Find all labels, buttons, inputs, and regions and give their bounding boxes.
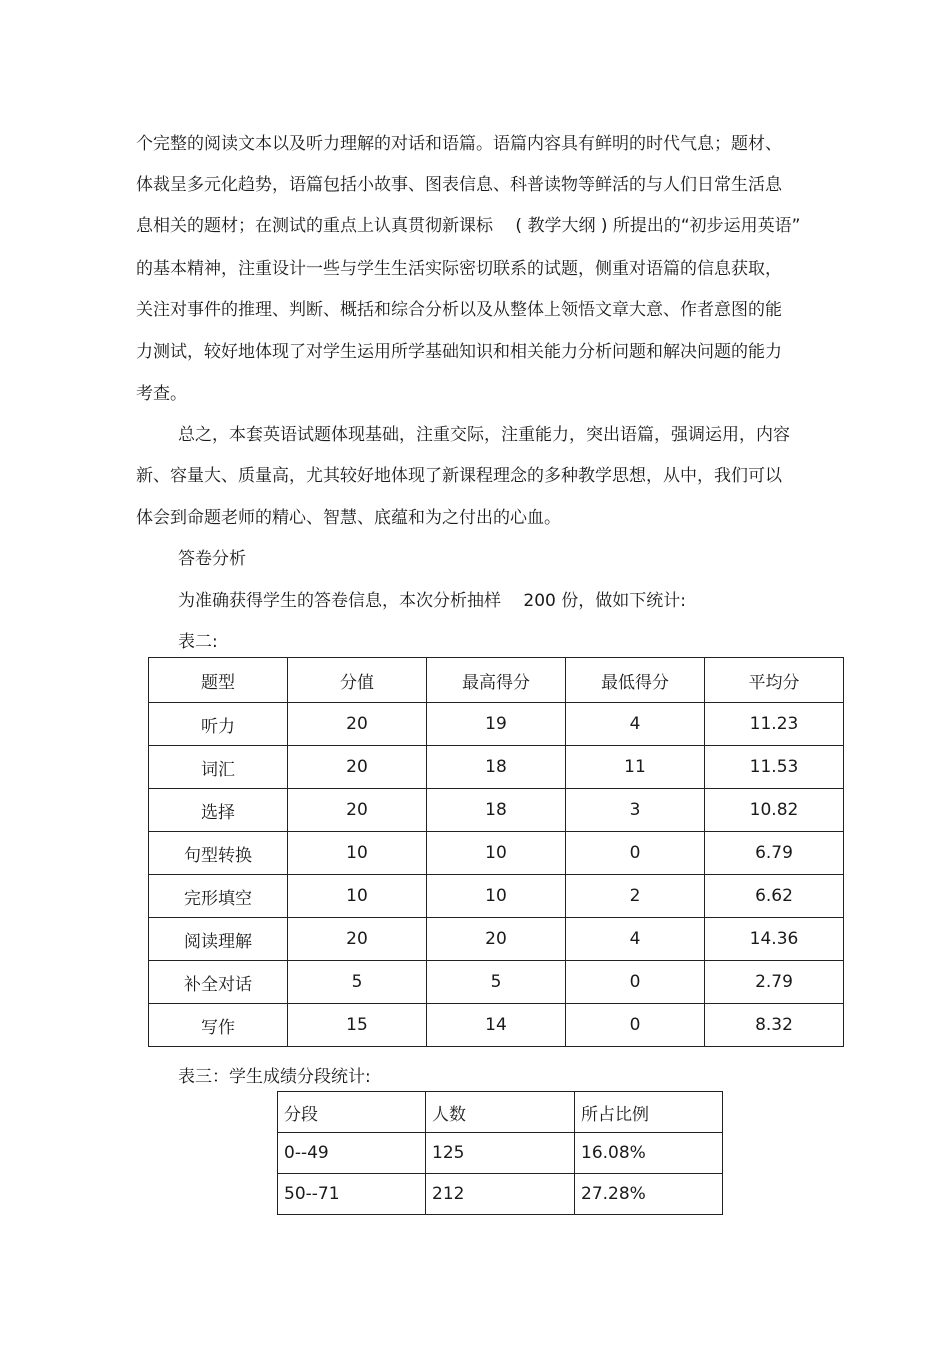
table-row [278, 1133, 723, 1174]
paragraph-line: 考查。 [136, 384, 187, 404]
table-cell: 125 [426, 1133, 575, 1174]
paragraph-line: 的基本精神，注重设计一些与学生生活实际密切联系的试题，侧重对语篇的信息获取， [136, 259, 782, 279]
paragraph-line: 关注对事件的推理、判断、概括和综合分析以及从整体上领悟文章大意、作者意图的能 [136, 300, 782, 320]
table-cell: 27.28% [575, 1174, 723, 1215]
table-cell: 8.32 [705, 1004, 844, 1047]
score-distribution-table [277, 1091, 723, 1215]
table-row [149, 961, 844, 1004]
table-cell: 0 [566, 961, 705, 1004]
table-cell: 19 [427, 703, 566, 746]
paragraph-line: 体裁呈多元化趋势，语篇包括小故事、图表信息、科普读物等鲜活的与人们日常生活息 [136, 175, 782, 195]
column-header: 人数 [426, 1092, 575, 1133]
table-cell: 词汇 [149, 746, 288, 789]
score-table [148, 657, 844, 1047]
table3-caption: 表三：学生成绩分段统计: [178, 1067, 371, 1087]
table-cell: 11.53 [705, 746, 844, 789]
table2-caption: 表二: [178, 632, 218, 652]
column-header: 最低得分 [566, 658, 705, 703]
table-cell: 10 [427, 832, 566, 875]
table-cell: 14.36 [705, 918, 844, 961]
paragraph-line: 力测试，较好地体现了对学生运用所学基础知识和相关能力分析问题和解决问题的能力 [136, 342, 782, 362]
table-row [149, 918, 844, 961]
table-cell: 14 [427, 1004, 566, 1047]
column-header: 题型 [149, 658, 288, 703]
column-header: 分段 [278, 1092, 426, 1133]
table-cell: 3 [566, 789, 705, 832]
table-row [278, 1174, 723, 1215]
table-cell: 写作 [149, 1004, 288, 1047]
paragraph-line: 体会到命题老师的精心、智慧、底蕴和为之付出的心血。 [136, 508, 561, 528]
table-cell: 20 [288, 746, 427, 789]
table-cell: 11 [566, 746, 705, 789]
paragraph-line: 个完整的阅读文本以及听力理解的对话和语篇。语篇内容具有鲜明的时代气息；题材、 [136, 134, 782, 154]
table-cell: 0--49 [278, 1133, 426, 1174]
table-cell: 50--71 [278, 1174, 426, 1215]
table-cell: 11.23 [705, 703, 844, 746]
table-cell: 补全对话 [149, 961, 288, 1004]
paragraph-line: 息相关的题材；在测试的重点上认真贯彻新课标 ( 教学大纲 ) 所提出的“初步运用英语” [136, 216, 801, 236]
section-heading: 答卷分析 [178, 549, 246, 569]
column-header: 平均分 [705, 658, 844, 703]
table-cell: 4 [566, 703, 705, 746]
table-cell: 0 [566, 1004, 705, 1047]
table-cell: 阅读理解 [149, 918, 288, 961]
table-cell: 完形填空 [149, 875, 288, 918]
table-cell: 2.79 [705, 961, 844, 1004]
table-row [149, 703, 844, 746]
table-cell: 4 [566, 918, 705, 961]
table-cell: 20 [288, 918, 427, 961]
sample-description: 为准确获得学生的答卷信息，本次分析抽样 200 份，做如下统计: [178, 591, 686, 611]
table-cell: 5 [288, 961, 427, 1004]
table-row [149, 746, 844, 789]
table-row [149, 1004, 844, 1047]
table-cell: 0 [566, 832, 705, 875]
table-cell: 18 [427, 746, 566, 789]
table-cell: 10 [288, 875, 427, 918]
table-row [149, 875, 844, 918]
table-cell: 选择 [149, 789, 288, 832]
table-cell: 2 [566, 875, 705, 918]
table-header-row [278, 1092, 723, 1133]
table-cell: 5 [427, 961, 566, 1004]
table-cell: 10 [427, 875, 566, 918]
table-cell: 10.82 [705, 789, 844, 832]
column-header: 最高得分 [427, 658, 566, 703]
column-header: 分值 [288, 658, 427, 703]
table-row [149, 789, 844, 832]
table-cell: 212 [426, 1174, 575, 1215]
paragraph-line: 新、容量大、质量高，尤其较好地体现了新课程理念的多种教学思想，从中，我们可以 [136, 466, 782, 486]
table-cell: 10 [288, 832, 427, 875]
column-header: 所占比例 [575, 1092, 723, 1133]
table-cell: 15 [288, 1004, 427, 1047]
table-cell: 20 [288, 703, 427, 746]
table-row [149, 832, 844, 875]
table-cell: 句型转换 [149, 832, 288, 875]
table-cell: 6.79 [705, 832, 844, 875]
table-cell: 20 [427, 918, 566, 961]
table-cell: 16.08% [575, 1133, 723, 1174]
table-cell: 听力 [149, 703, 288, 746]
table-header-row [149, 658, 844, 703]
table-cell: 6.62 [705, 875, 844, 918]
table-cell: 18 [427, 789, 566, 832]
paragraph-line: 总之，本套英语试题体现基础，注重交际，注重能力，突出语篇，强调运用，内容 [178, 425, 790, 445]
table-cell: 20 [288, 789, 427, 832]
